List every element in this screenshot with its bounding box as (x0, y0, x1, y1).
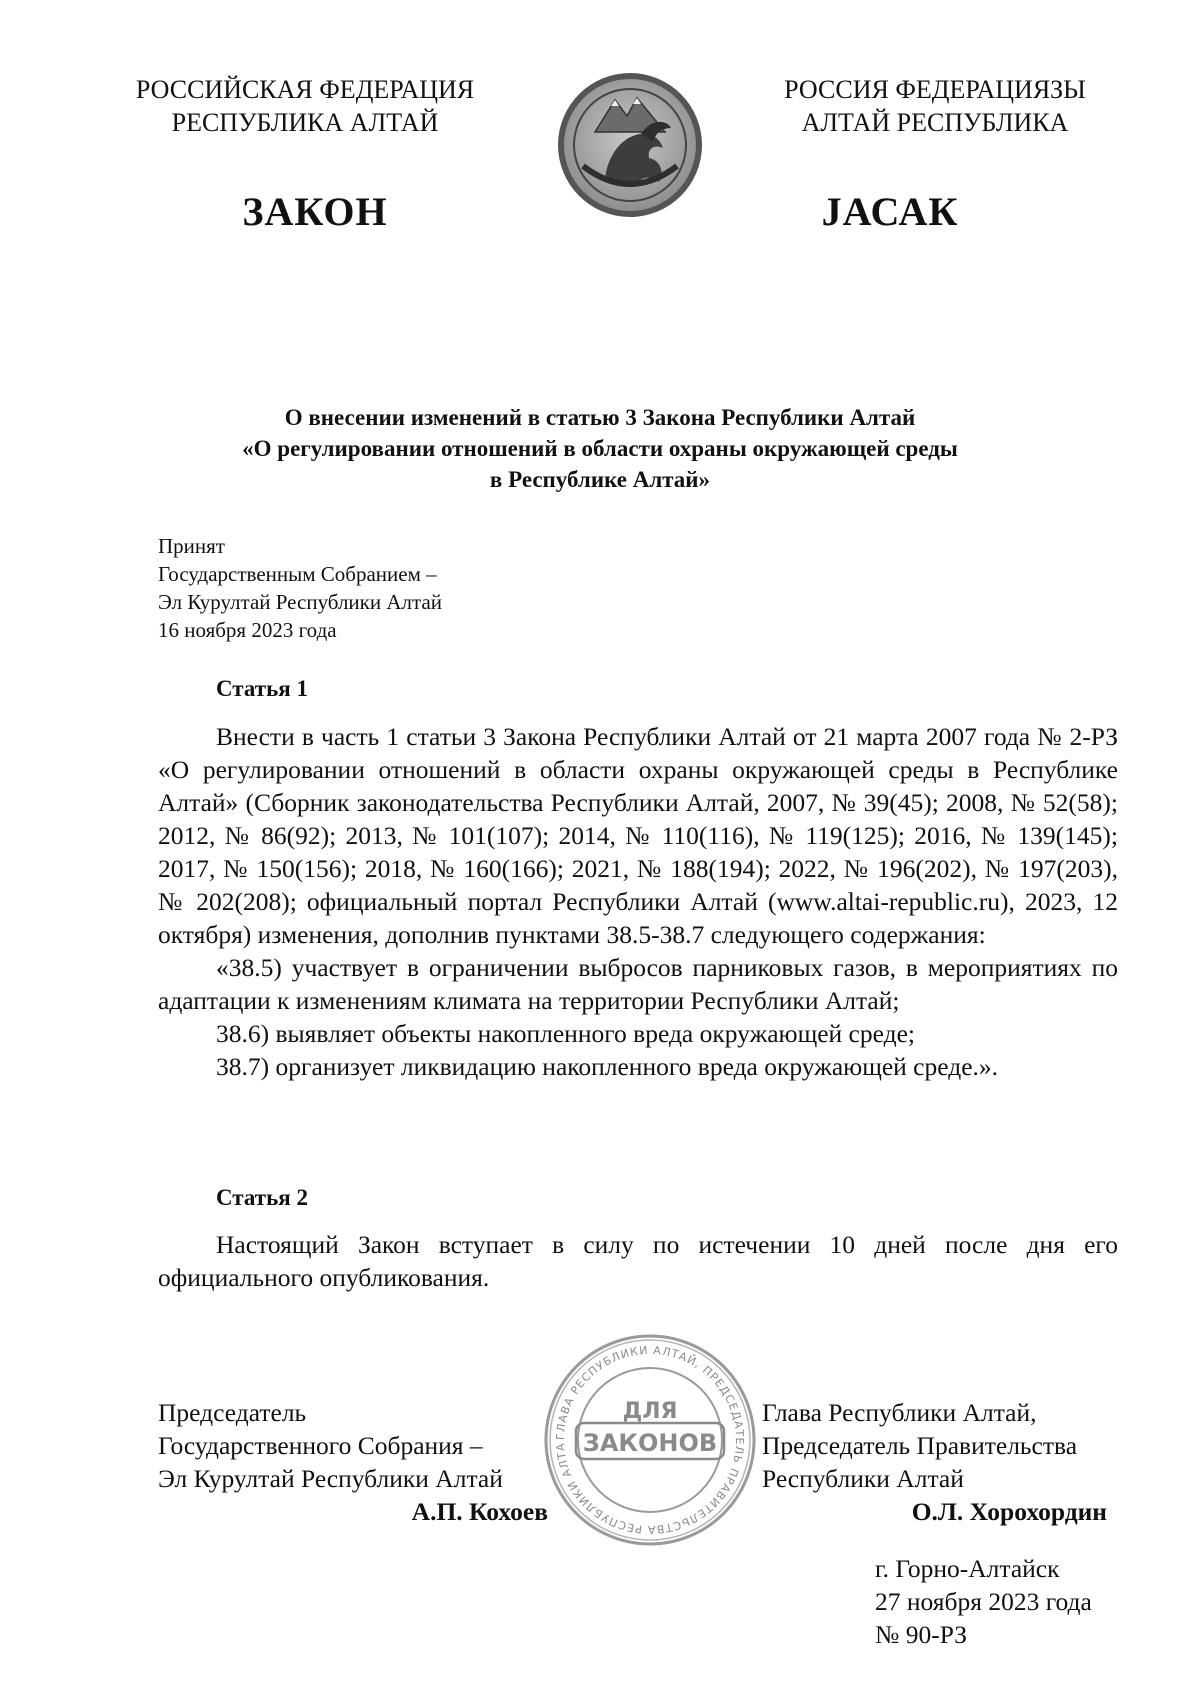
article-1-heading: Статья 1 (216, 676, 308, 701)
article-1-item-38-6: 38.6) выявляет объекты накопленного вреда окружающей среде; (216, 1019, 915, 1048)
adoption-block (158, 532, 442, 644)
signature-right (762, 1396, 1142, 1528)
sign-left-line1: Председатель (158, 1398, 307, 1427)
sign-left-name: А.П. Кохоев (411, 1497, 548, 1526)
sign-right-name: О.Л. Хорохордин (911, 1497, 1107, 1526)
title-line1: О внесении изменений в статью 3 Закона Республики Алтай (284, 405, 916, 430)
title-line2: «О регулировании отношений в области охраны окружающей среды (242, 436, 958, 461)
article-2-body (158, 1228, 1118, 1294)
signature-left (158, 1396, 558, 1528)
place-city: г. Горно-Алтайск (875, 1554, 1060, 1583)
sign-right-line1: Глава Республики Алтай, (762, 1398, 1037, 1427)
sign-left-line3: Эл Курултай Республики Алтай (158, 1464, 503, 1493)
article-2-paragraph: Настоящий Закон вступает в силу по истечении 10 дней после дня его официального опубликования. (158, 1230, 1118, 1292)
article-1-item-38-7: 38.7) организует ликвидацию накопленного вреда окружающей среде.». (216, 1052, 999, 1081)
place-date: 27 ноября 2023 года (875, 1587, 1092, 1616)
article-1-body (158, 720, 1118, 1083)
header-left (70, 73, 540, 139)
law-title-altai: JАСАК (821, 189, 959, 234)
stamp-line1: ДЛЯ (622, 1399, 678, 1424)
place-date-number (875, 1552, 1092, 1651)
header-left-line2: РЕСПУБЛИКА АЛТАЙ (171, 108, 439, 137)
sign-right-line2: Председатель Правительства (762, 1431, 1078, 1460)
header-right-line1: РОССИЯ ФЕДЕРАЦИЯЗЫ (784, 75, 1086, 104)
adopted-date: 16 ноября 2023 года (158, 618, 337, 642)
article-1-item-38-5: «38.5) участвует в ограничении выбросов парниковых газов, в мероприятиях по адаптации к изменениям климата на территории Республики Алтай; (158, 953, 1118, 1015)
stamp-ring-text: ГЛАВА РЕСПУБЛИКИ АЛТАЙ, ПРЕДСЕДАТЕЛЬ ПРАВИТЕЛЬСТВА РЕСПУБЛИКИ АЛТА (553, 1343, 747, 1537)
adopted-line3: Эл Курултай Республики Алтай (158, 590, 443, 614)
sign-left-line2: Государственного Собрания – (158, 1431, 483, 1460)
law-subject-title (140, 402, 1060, 495)
adopted-line1: Принят (158, 534, 225, 558)
header-right-line2: АЛТАЙ РЕСПУБЛИКА (801, 108, 1069, 137)
article-1-paragraph: Внести в часть 1 статьи 3 Закона Республики Алтай от 21 марта 2007 года № 2-РЗ «О регулировании отношений в области охраны окружающей среды в Республике Алтай» (Сборник законодательства Республики Алтай, 2007, № 39(45); 2008, № 52(58); 2012, № 86(92); 2013, № 101(107); 2014, № 110(116), № 119(125); 2016, № 139(145); 2017, № 150(156); 2018, № 160(166); 2021, № 188(194); 2022, № 196(202), № 197(203), № 202(208); официальный портал Республики Алтай (www.altai-republic.ru), 2023, 12 октября) изменения, дополнив пунктами 38.5-38.7 следующего содержания: (158, 722, 1118, 949)
header-right (705, 73, 1165, 139)
coat-of-arms-emblem (555, 70, 705, 220)
title-line3: в Республике Алтай» (489, 467, 711, 492)
law-number: № 90-РЗ (875, 1620, 967, 1649)
header-left-line1: РОССИЙСКАЯ ФЕДЕРАЦИЯ (135, 75, 475, 104)
adopted-line2: Государственным Собранием – (158, 562, 437, 586)
stamp-line2: ЗАКОНОВ (582, 1429, 718, 1457)
official-seal-stamp (540, 1330, 760, 1550)
article-2-heading: Статья 2 (216, 1185, 308, 1210)
law-title-russian: ЗАКОН (242, 189, 388, 234)
sign-right-line3: Республики Алтай (762, 1464, 964, 1493)
